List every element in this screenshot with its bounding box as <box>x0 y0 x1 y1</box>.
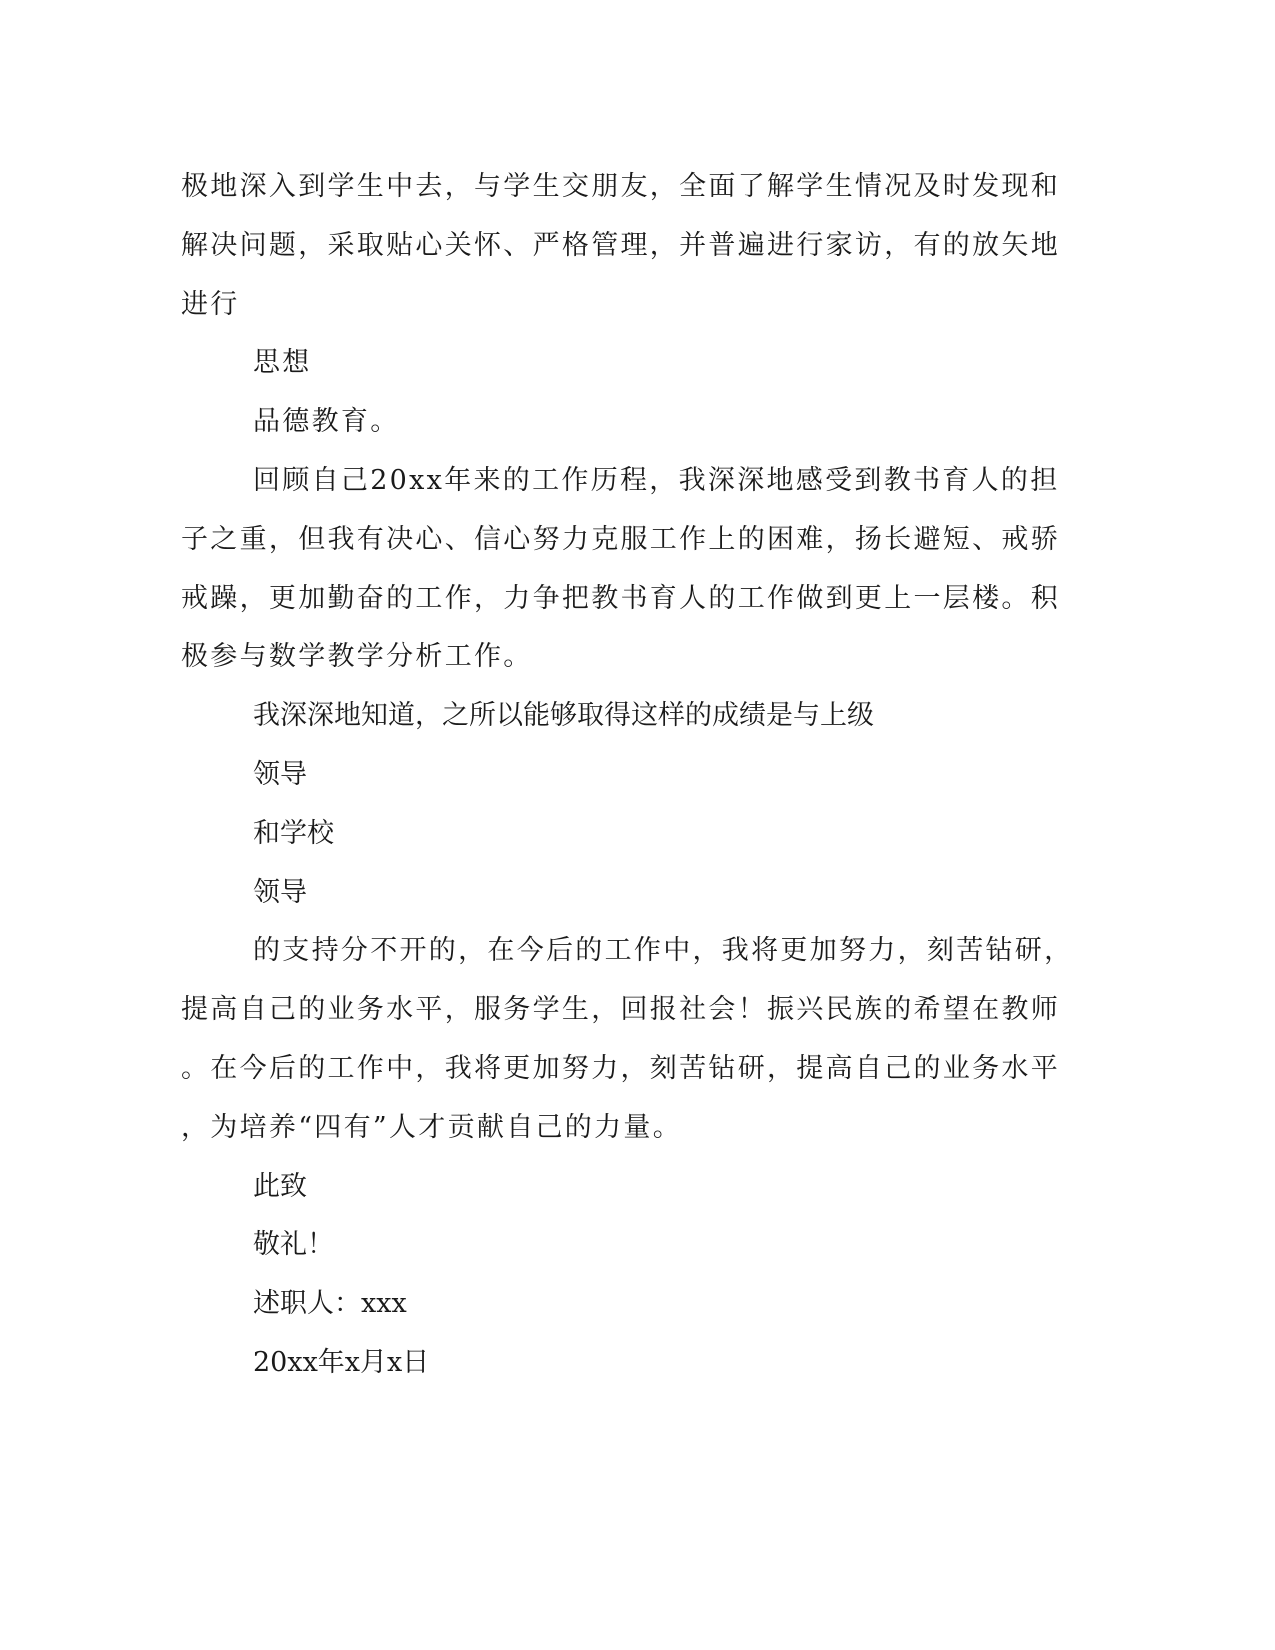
paragraph-line: 进行 <box>181 288 240 320</box>
text-line-know: 我深深地知道，之所以能够取得这样的成绩是与上级 <box>253 700 874 732</box>
paragraph-line: 解决问题，采取贴心关怀、严格管理，并普遍进行家访，有的放矢地 <box>181 229 1060 261</box>
paragraph-line: 子之重，但我有决心、信心努力克服工作上的困难，扬长避短、戒骄 <box>181 523 1060 555</box>
paragraph-line: 戒躁，更加勤奋的工作，力争把教书育人的工作做到更上一层楼。积 <box>181 582 1060 614</box>
date-line: 20xx年x月x日 <box>253 1346 430 1378</box>
paragraph-line: ，为培养“四有”人才贡献自己的力量。 <box>181 1111 683 1143</box>
paragraph-line: 极地深入到学生中去，与学生交朋友，全面了解学生情况及时发现和 <box>181 171 1060 202</box>
document-body <box>181 158 1074 1393</box>
paragraph-line: 极参与数学教学分析工作。 <box>181 641 533 673</box>
text-line-lingdao: 领导 <box>253 758 307 790</box>
text-line-sixiang: 思想 <box>253 347 312 379</box>
text-line-pinde: 品德教育。 <box>253 406 400 438</box>
paragraph-line: 回顾自己20xx年来的工作历程，我深深地感受到教书育人的担 <box>253 464 1060 496</box>
text-line-hexuexiao: 和学校 <box>253 817 334 849</box>
paragraph-line: 的支持分不开的，在今后的工作中，我将更加努力，刻苦钻研， <box>253 935 1074 967</box>
text-line-lingdao: 领导 <box>253 876 307 908</box>
closing-cizhi: 此致 <box>253 1170 307 1202</box>
paragraph-line: 。在今后的工作中，我将更加努力，刻苦钻研，提高自己的业务水平 <box>181 1052 1060 1084</box>
closing-jingli: 敬礼！ <box>253 1229 334 1261</box>
signature-line: 述职人：xxx <box>253 1288 407 1320</box>
paragraph-line: 提高自己的业务水平，服务学生，回报社会！振兴民族的希望在教师 <box>181 994 1060 1026</box>
